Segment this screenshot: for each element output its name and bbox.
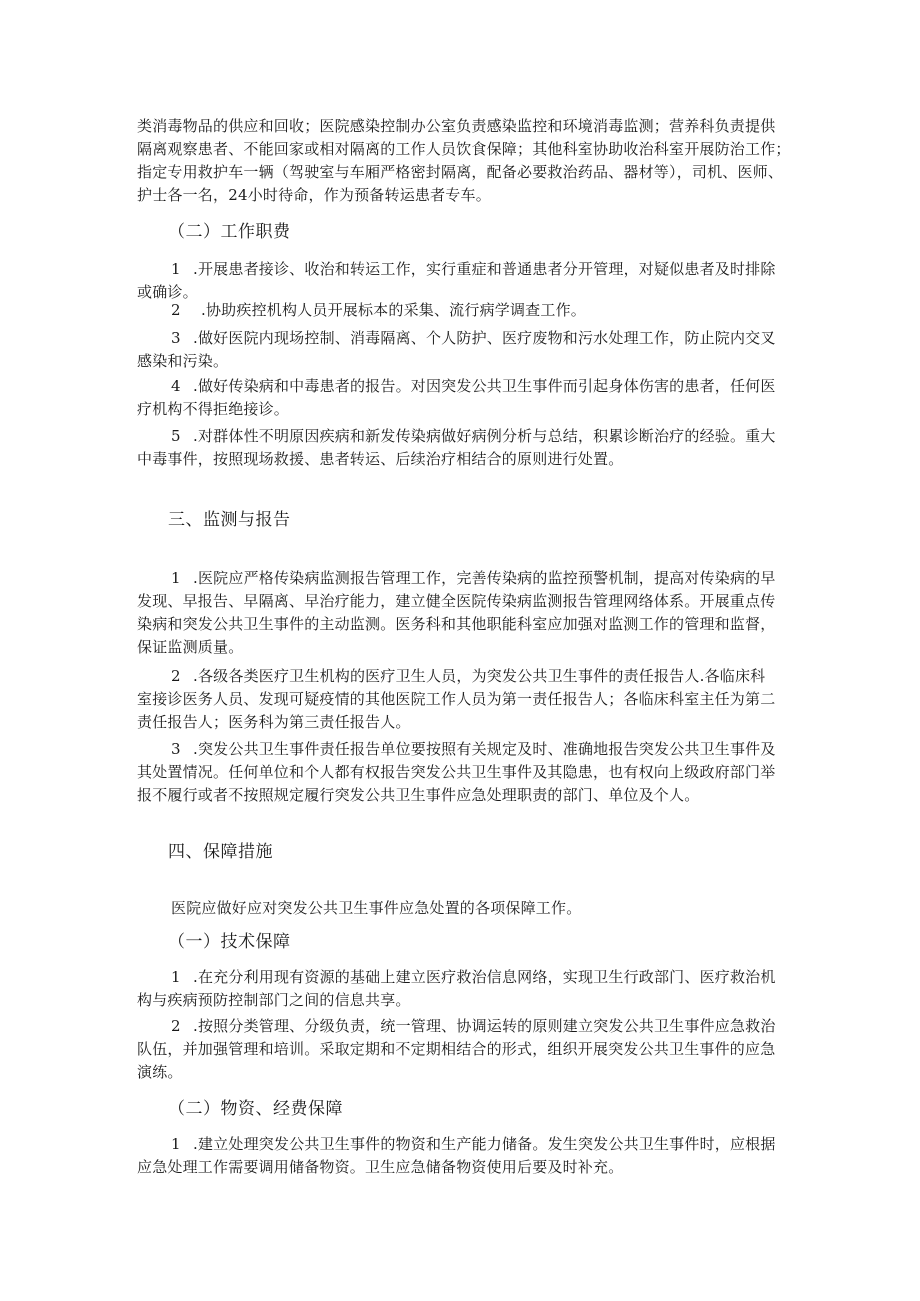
item-number: 2 [171,1017,181,1035]
list-item-line: 1 .开展患者接诊、收治和转运工作，实行重症和普通患者分开管理，对疑似患者及时排除 [137,258,787,281]
duty-item-4 [137,375,787,421]
list-item-line: 2 .协助疾控机构人员开展标本的采集、流行病学调查工作。 [137,299,787,322]
list-item-line: 感染和污染。 [137,352,229,370]
item-number: 3 [171,329,181,347]
section-heading-monitor: 三、监测与报告 [168,510,291,530]
list-item-line: 5 .对群体性不明原因疾病和新发传染病做好病例分析与总结，积累诊断治疗的经验。重大 [137,425,787,448]
tech-item-2 [137,1015,787,1084]
duty-item-2 [137,299,787,322]
intro-line: 护士各一名，24小时待命，作为预备转运患者专车。 [137,186,491,204]
intro-line: 隔离观察患者、不能回家或相对隔离的工作人员饮食保障；其他科室协助收治科室开展防治工作； [137,140,791,158]
item-number: 4 [171,377,181,395]
list-item-line: 演练。 [137,1063,183,1081]
tech-item-1 [137,966,787,1012]
item-number: 1 [171,1135,181,1153]
monitor-item-3 [137,738,787,807]
subsection-heading-tech: （一）技术保障 [168,932,291,952]
list-item-line: 4 .做好传染病和中毒患者的报告。对因突发公共卫生事件而引起身体伤害的患者，任何医 [137,375,787,398]
guarantee-intro-line: 医院应做好应对突发公共卫生事件应急处置的各项保障工作。 [171,899,582,917]
item-number: 1 [171,569,181,587]
list-item-line: 或确诊。 [137,283,198,301]
list-item-line: 应急处理工作需要调用储备物资。卫生应急储备物资使用后要及时补充。 [137,1158,624,1176]
duty-item-3 [137,327,787,373]
monitor-item-2 [137,665,787,734]
intro-paragraph [137,115,791,207]
list-item-line: 1 .建立处理突发公共卫生事件的物资和生产能力储备。发生突发公共卫生事件时，应根据 [137,1133,787,1156]
intro-line: 指定专用救护车一辆（驾驶室与车厢严格密封隔离，配备必要救治药品、器材等），司机、医师、 [137,163,784,181]
duty-item-1 [137,258,787,304]
item-number: 3 [171,740,181,758]
list-item-line: 2 .按照分类管理、分级负责，统一管理、协调运转的原则建立突发公共卫生事件应急救治 [137,1015,787,1038]
list-item-line: 责任报告人；医务科为第三责任报告人。 [137,713,411,731]
list-item-line: 1 .在充分利用现有资源的基础上建立医疗救治信息网络，实现卫生行政部门、医疗救治机 [137,966,787,989]
item-number: 5 [171,427,181,445]
list-item-line: 疗机构不得拒绝接诊。 [137,400,290,418]
list-item-line: 队伍，并加强管理和培训。采取定期和不定期相结合的形式，组织开展突发公共卫生事件的应急 [137,1040,776,1058]
item-number: 2 [171,667,181,685]
subsection-heading-supply: （二）物资、经费保障 [168,1099,343,1119]
section-heading-guarantee: 四、保障措施 [168,842,273,862]
monitor-item-1 [137,567,787,659]
list-item-line: 室接诊医务人员、发现可疑疫情的其他医院工作人员为第一责任报告人；各临床科室主任为第二 [137,690,776,708]
list-item-line: 3 .突发公共卫生事件责任报告单位要按照有关规定及时、准确地报告突发公共卫生事件及 [137,738,787,761]
section-heading-duties: （二）工作职费 [168,222,291,242]
list-item-line: 中毒事件，按照现场救援、患者转运、后续治疗相结合的原则进行处置。 [137,450,624,468]
list-item-line: 2 .各级各类医疗卫生机构的医疗卫生人员，为突发公共卫生事件的责任报告人.各临床科 [137,665,787,688]
list-item-line: 1 .医院应严格传染病监测报告管理工作，完善传染病的监控预警机制，提高对传染病的早 [137,567,787,590]
item-number: 1 [171,260,181,278]
item-number: 2 [171,301,181,319]
intro-line: 类消毒物品的供应和回收；医院感染控制办公室负责感染监控和环境消毒监测；营养科负责提供 [137,117,776,135]
list-item-line: 保证监测质量。 [137,638,244,656]
list-item-line: 其处置情况。任何单位和个人都有权报告突发公共卫生事件及其隐患，也有权向上级政府部门举 [137,763,776,781]
list-item-line: 构与疾病预防控制部门之间的信息共享。 [137,991,411,1009]
item-number: 1 [171,968,181,986]
duty-item-5 [137,425,787,471]
list-item-line: 报不履行或者不按照规定履行突发公共卫生事件应急处理职责的部门、单位及个人。 [137,786,700,804]
list-item-line: 发现、早报告、早隔离、早治疗能力，建立健全医院传染病监测报告管理网络体系。开展重点传 [137,592,776,610]
list-item-line: 染病和突发公共卫生事件的主动监测。医务科和其他职能科室应加强对监测工作的管理和监督， [137,615,776,633]
supply-item-1 [137,1133,787,1179]
list-item-line: 3 .做好医院内现场控制、消毒隔离、个人防护、医疗废物和污水处理工作，防止院内交叉 [137,327,787,350]
guarantee-intro [137,897,787,920]
